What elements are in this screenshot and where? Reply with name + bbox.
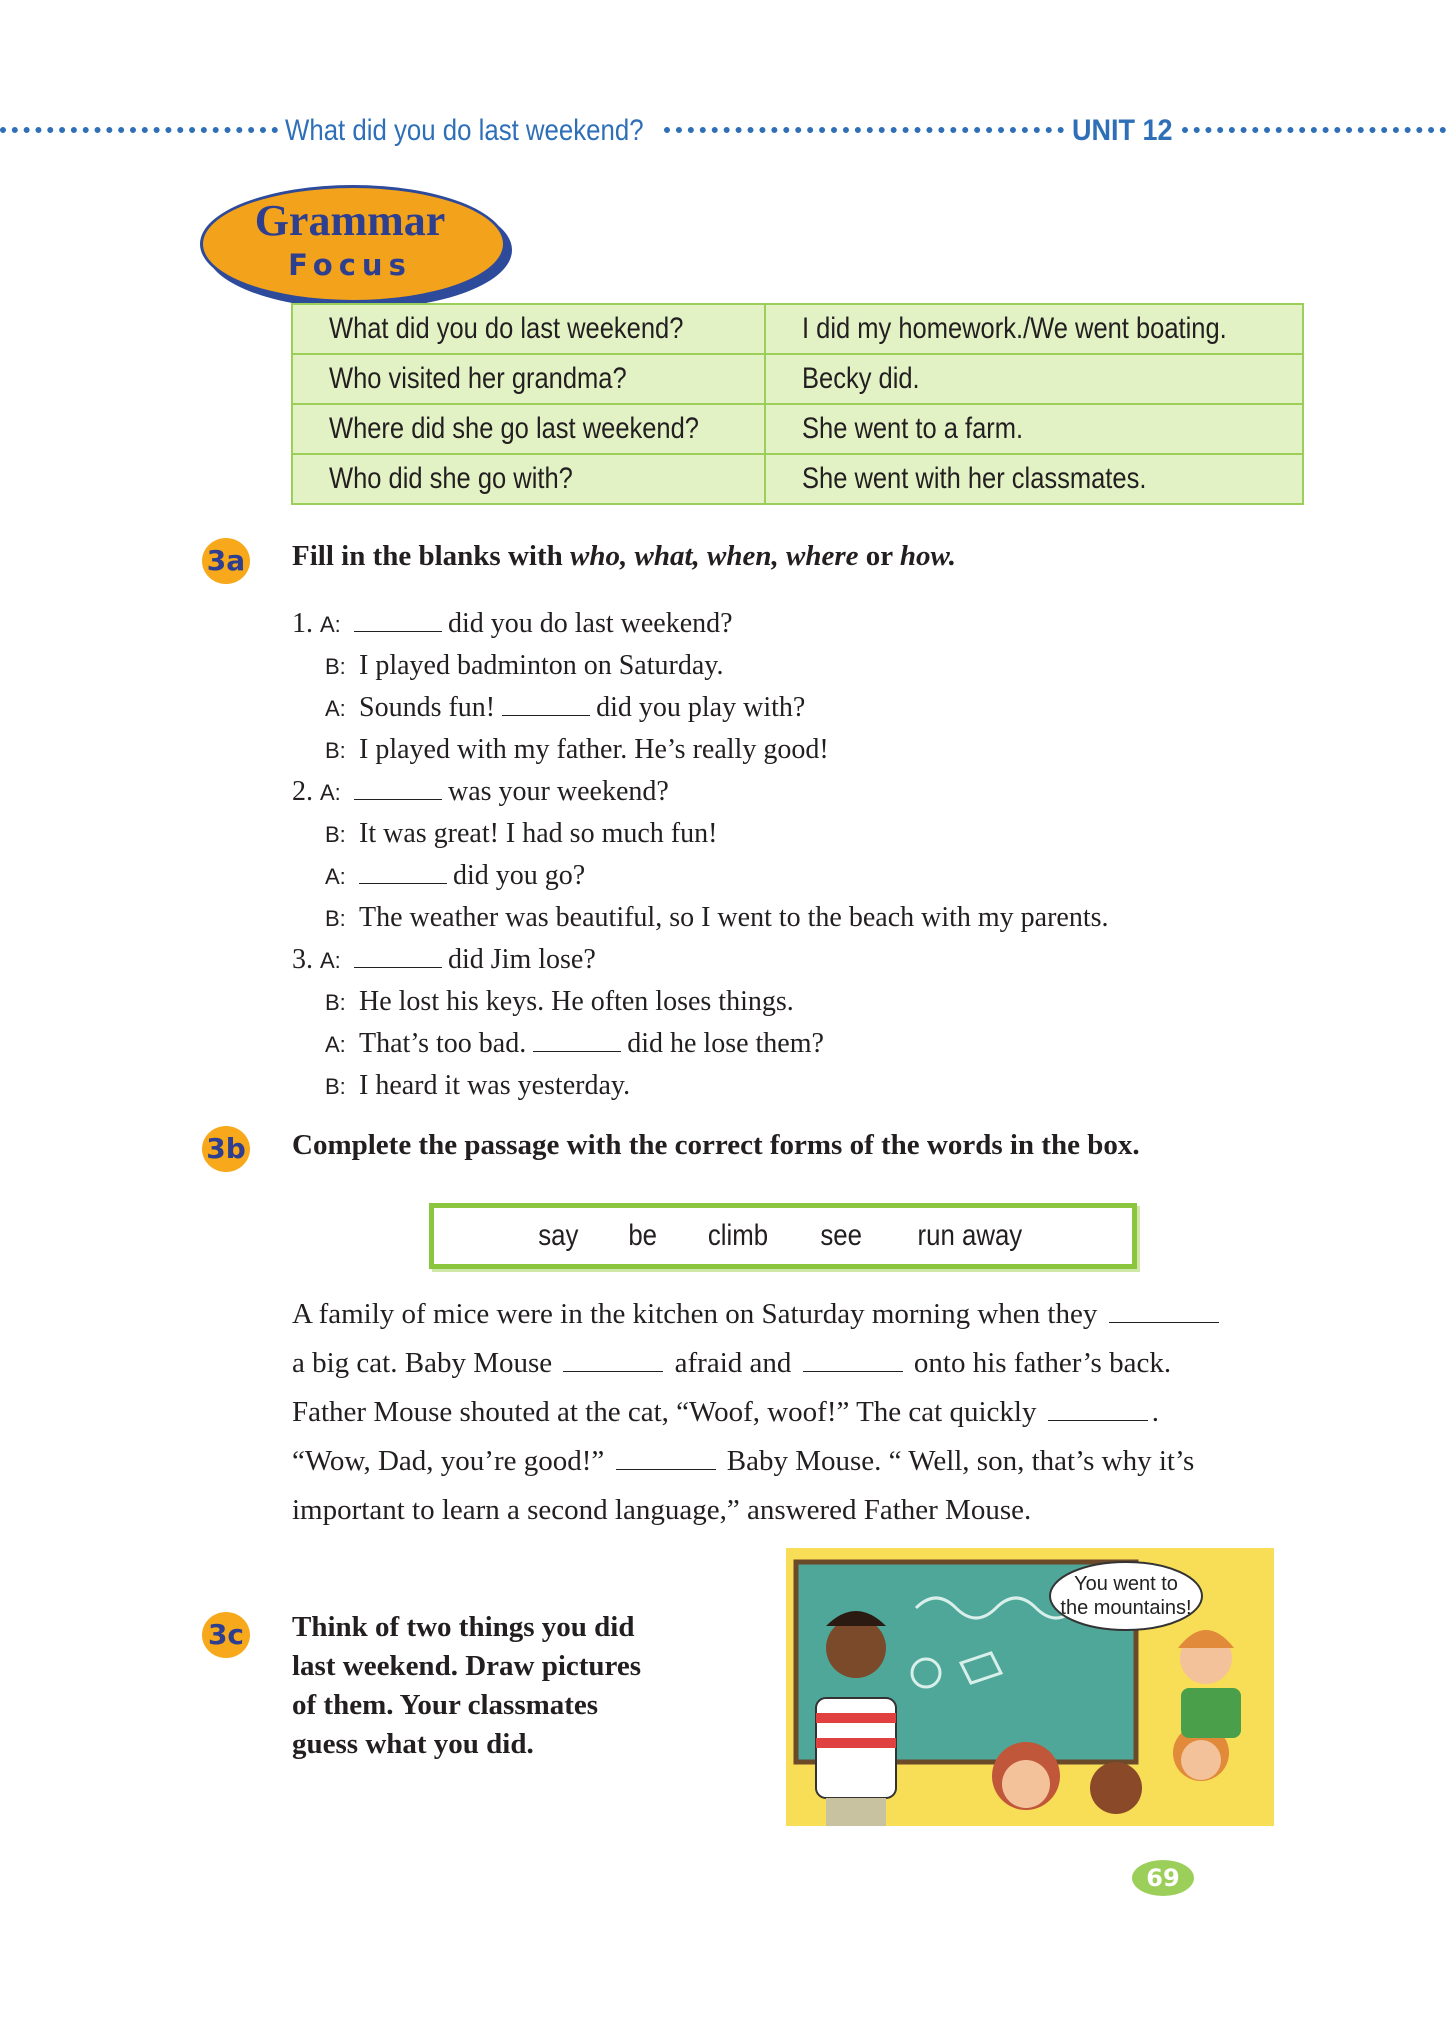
answer-cell: She went to a farm. <box>765 404 1303 454</box>
teacher-head <box>826 1618 886 1678</box>
question-cell: What did you do last weekend? <box>292 304 765 354</box>
section-3b-badge: 3b <box>202 1126 250 1172</box>
answer-blank[interactable] <box>354 943 442 968</box>
word-item: be <box>627 1219 657 1252</box>
question-cell: Where did she go last weekend? <box>292 404 765 454</box>
word-box <box>429 1203 1137 1269</box>
answer-blank[interactable] <box>354 607 442 632</box>
passage-blank[interactable] <box>1109 1298 1219 1323</box>
section-3c-line: last weekend. Draw pictures <box>292 1650 642 1682</box>
passage-blank[interactable] <box>616 1445 716 1470</box>
passage-blank[interactable] <box>803 1347 903 1372</box>
passage-line: Father Mouse shouted at the cat, “Woof, woof!” The cat quickly . <box>292 1396 1159 1428</box>
student-face <box>1181 1740 1221 1780</box>
passage-line: important to learn a second language,” answered Father Mouse. <box>292 1494 1032 1526</box>
word-item: climb <box>707 1219 769 1252</box>
dialogue-line: B: I heard it was yesterday. <box>325 1070 631 1101</box>
answer-blank[interactable] <box>502 691 590 716</box>
section-3b-title: Complete the passage with the correct forms of the words in the box. <box>292 1129 1140 1161</box>
student-hair <box>1090 1762 1142 1814</box>
section-3a-title: Fill in the blanks with who, what, when, where or how. <box>292 540 956 572</box>
section-3c-line: guess what you did. <box>292 1728 534 1760</box>
unit-label: UNIT 12 <box>1072 114 1173 147</box>
grammar-table <box>291 303 1304 505</box>
word-item: see <box>820 1219 862 1252</box>
dialogue-line: B: I played badminton on Saturday. <box>325 650 724 681</box>
classroom-illustration <box>786 1548 1274 1826</box>
section-3c-line: of them. Your classmates <box>292 1689 599 1721</box>
dialogue-line: A: did you go? <box>325 860 586 891</box>
dialogue-line: B: I played with my father. He’s really good! <box>325 734 829 765</box>
table-row <box>292 354 1303 404</box>
shirt-stripe <box>816 1713 896 1723</box>
badge-subtitle: Focus <box>288 248 412 282</box>
dialogue-line: B: The weather was beautiful, so I went to the beach with my parents. <box>325 902 1109 933</box>
teacher-pants <box>826 1798 886 1826</box>
header-dots-left <box>0 127 278 133</box>
answer-blank[interactable] <box>533 1027 621 1052</box>
dialogue-line: 3. A: did Jim lose? <box>292 944 596 975</box>
passage-line: “Wow, Dad, you’re good!” Baby Mouse. “ Well, son, that’s why it’s <box>292 1445 1195 1477</box>
table-row <box>292 304 1303 354</box>
answer-blank[interactable] <box>354 775 442 800</box>
lesson-title: What did you do last weekend? <box>285 114 644 147</box>
dialogue-line: A: That’s too bad. did he lose them? <box>325 1028 824 1059</box>
page-number: 69 <box>1132 1860 1194 1896</box>
dialogue-line: A: Sounds fun! did you play with? <box>325 692 806 723</box>
header-dots-right <box>1182 127 1446 133</box>
answer-blank[interactable] <box>359 859 447 884</box>
word-item: run away <box>917 1219 1023 1252</box>
dialogue-line: B: It was great! I had so much fun! <box>325 818 718 849</box>
passage-line: A family of mice were in the kitchen on Saturday morning when they <box>292 1296 1223 1332</box>
question-cell: Who did she go with? <box>292 454 765 504</box>
shirt-stripe <box>816 1738 896 1748</box>
table-row <box>292 404 1303 454</box>
dialogue-line: B: He lost his keys. He often loses things. <box>325 986 794 1017</box>
passage-blank[interactable] <box>563 1347 663 1372</box>
word-item: say <box>538 1219 579 1252</box>
student-face <box>1002 1760 1050 1808</box>
header-dots-middle <box>664 127 1064 133</box>
answer-cell: I did my homework./We went boating. <box>765 304 1303 354</box>
dialogue-line: 2. A: was your weekend? <box>292 776 669 807</box>
answer-cell: She went with her classmates. <box>765 454 1303 504</box>
passage-line: a big cat. Baby Mouse afraid and onto his father’s back. <box>292 1347 1172 1379</box>
badge-title: Grammar <box>254 196 446 245</box>
section-3c-badge: 3c <box>202 1612 250 1658</box>
question-cell: Who visited her grandma? <box>292 354 765 404</box>
table-row <box>292 454 1303 504</box>
section-3c-line: Think of two things you did <box>292 1611 635 1643</box>
answer-cell: Becky did. <box>765 354 1303 404</box>
student-shirt <box>1181 1688 1241 1738</box>
dialogue-line: 1. A: did you do last weekend? <box>292 608 733 639</box>
speech-text-line2: the mountains! <box>1060 1597 1192 1619</box>
section-3a-badge: 3a <box>202 538 250 584</box>
speech-text-line1: You went to <box>1074 1573 1178 1595</box>
passage-blank[interactable] <box>1048 1396 1148 1421</box>
